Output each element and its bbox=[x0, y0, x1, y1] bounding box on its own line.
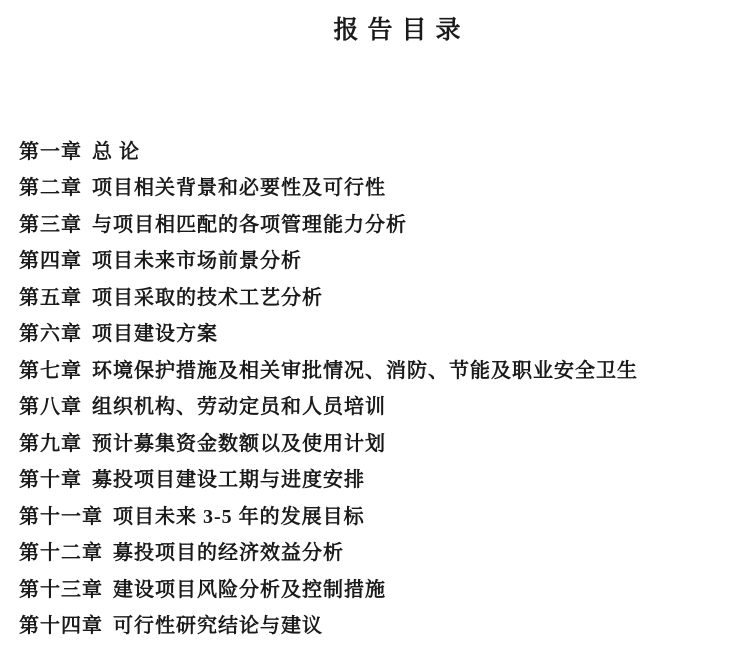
chapter-title: 项目建设方案 bbox=[92, 323, 218, 346]
toc-item bbox=[19, 496, 737, 533]
toc-item bbox=[19, 131, 737, 168]
toc-item bbox=[19, 533, 737, 570]
chapter-number: 第十一章 bbox=[19, 505, 103, 528]
chapter-number: 第十四章 bbox=[19, 615, 103, 638]
page-title: 报告目录 bbox=[333, 17, 470, 44]
toc-item bbox=[19, 277, 737, 314]
chapter-title: 总 论 bbox=[92, 140, 140, 163]
toc-item bbox=[19, 460, 737, 497]
chapter-number: 第一章 bbox=[19, 140, 82, 163]
chapter-title: 项目采取的技术工艺分析 bbox=[92, 286, 323, 309]
chapter-number: 第七章 bbox=[19, 359, 82, 382]
chapter-title: 募投项目建设工期与进度安排 bbox=[92, 469, 365, 492]
chapter-title: 项目未来市场前景分析 bbox=[92, 250, 302, 273]
chapter-title: 环境保护措施及相关审批情况、消防、节能及职业安全卫生 bbox=[92, 359, 638, 382]
chapter-title: 与项目相匹配的各项管理能力分析 bbox=[92, 213, 407, 236]
toc-item bbox=[19, 314, 737, 351]
toc-item bbox=[19, 168, 737, 205]
chapter-number: 第五章 bbox=[19, 286, 82, 309]
chapter-number: 第十章 bbox=[19, 469, 82, 492]
chapter-number: 第二章 bbox=[19, 177, 82, 200]
toc-item bbox=[19, 387, 737, 424]
chapter-title: 组织机构、劳动定员和人员培训 bbox=[92, 396, 386, 419]
toc-item bbox=[19, 606, 737, 643]
toc-item bbox=[19, 241, 737, 278]
chapter-title: 建设项目风险分析及控制措施 bbox=[113, 578, 386, 601]
chapter-number: 第三章 bbox=[19, 213, 82, 236]
table-of-contents bbox=[19, 131, 737, 642]
chapter-number: 第六章 bbox=[19, 323, 82, 346]
chapter-title: 项目未来 3-5 年的发展目标 bbox=[113, 505, 365, 528]
chapter-number: 第十三章 bbox=[19, 578, 103, 601]
toc-item bbox=[19, 423, 737, 460]
chapter-number: 第四章 bbox=[19, 250, 82, 273]
toc-item bbox=[19, 350, 737, 387]
chapter-title: 项目相关背景和必要性及可行性 bbox=[92, 177, 386, 200]
chapter-number: 第九章 bbox=[19, 432, 82, 455]
chapter-number: 第八章 bbox=[19, 396, 82, 419]
toc-item bbox=[19, 569, 737, 606]
chapter-title: 可行性研究结论与建议 bbox=[113, 615, 323, 638]
chapter-title: 募投项目的经济效益分析 bbox=[113, 542, 344, 565]
toc-item bbox=[19, 204, 737, 241]
document-page bbox=[0, 17, 737, 652]
chapter-title: 预计募集资金数额以及使用计划 bbox=[92, 432, 386, 455]
chapter-number: 第十二章 bbox=[19, 542, 103, 565]
